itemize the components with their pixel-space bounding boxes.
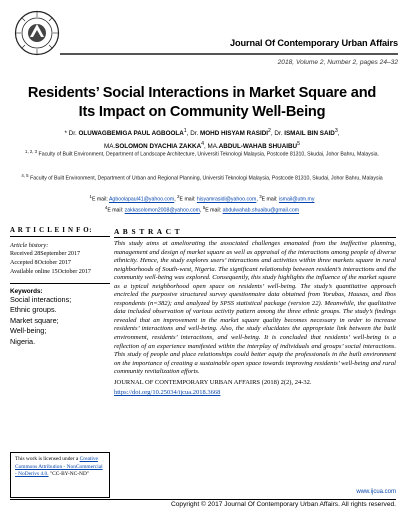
affiliation-text: Faculty of Built Environment, Department of Landscape Architecture, Universiti Teknologi Malaysia, Postcode 81310, Skudai, Johor Bahru, Malaysia. — [38, 151, 379, 158]
keyword-item: Ethnic groups. — [10, 305, 57, 315]
paper-title — [10, 84, 394, 122]
email-sup: 3 — [259, 194, 262, 199]
volume-line: 2018, Volume 2, Number 2, pages 24–32 — [277, 59, 398, 66]
license-text — [15, 456, 105, 479]
email-link[interactable]: hisyamrasidi@yahoo.com — [196, 196, 257, 203]
license-suffix: "CC-BY-NC-ND" — [48, 471, 90, 478]
affiliation-2 — [14, 172, 390, 183]
email-label: E mail: — [91, 196, 109, 203]
keyword-item: Well-being; — [10, 326, 47, 336]
keyword-item: Nigeria. — [10, 336, 36, 346]
author-name: ISMAIL BIN SAID — [284, 130, 335, 138]
abstract-panel — [114, 227, 396, 398]
license-link[interactable]: Creative Commons Attribution - NonCommercial - NoDerivs 4.0. — [15, 456, 103, 478]
email-link[interactable]: ismail@utm.my — [278, 196, 315, 203]
keyword-item: Social interactions; — [10, 295, 72, 304]
author-name: SOLOMON DYACHIA ZAKKA — [115, 143, 202, 151]
website-link[interactable]: www.ijcua.com — [356, 489, 396, 495]
affiliation-1 — [14, 148, 390, 159]
email-label: E mail: — [205, 207, 223, 214]
keyword-item: Market square; — [10, 315, 59, 325]
email-sup: 1 — [89, 194, 92, 199]
doi-link[interactable]: https://doi.org/10.25034/ijcua.2018.3668 — [114, 389, 221, 397]
email-sup: 4 — [104, 205, 108, 211]
author-sup: 1 — [183, 128, 187, 134]
email-link[interactable]: abdulwahab.shuaibu@gmail.com — [222, 207, 300, 214]
author-prefix: MA. — [103, 143, 116, 151]
author-name: OLUWAGBEMIGA PAUL AGBOOLA — [78, 130, 184, 138]
author-prefix: * Dr. — [64, 130, 79, 138]
received-date: Received 28September 2017 — [10, 251, 81, 257]
author-name: ABDUL-WAHAB SHUAIBU — [218, 143, 298, 151]
abstract-text: This study aims at ameliorating the associated challenges emanated from the ineffective planning, management and design of market square as well as appraisal of the interactions among people of diverse ethnicity. Hence, the study explores users’ interactions and activities within three markets square in rural neighborhoods of South-west, Nigeria. The significant relationship between resident’s interactions and the community well-being was explored. Consequently, this study highlights the influence of the market square as a typical neighborhood open space on residents’ well-being. The study’s quantitative approach encircled the purposive structured survey questionnaire data obtained from Yorubas, Hausas, and Ibos respondents (n=382); and analyzed by SPSS statistical package (version 22). Meanwhile, the qualitative data included observation of various activity pattern among the three ethnic groups. The study’s findings revealed that an improvement in the market square quality becomes necessary in order to increase residents’ interactions and well-being. Also, the study elucidates the appropriate link between the built environment, residents’ interactions, and well-being. It is concluded that residents’ well-being is a reflection of an experience manifested within the interplay of individuals and groups’ social interactions. This study of people and place relationships could better equip the professionals in the built environment on the importance of creating a sustainable open space towards improving residents’ well-being and rural community revitalization efforts. — [114, 240, 396, 376]
journal-name: Journal Of Contemporary Urban Affairs — [230, 38, 398, 48]
header-rule — [60, 53, 398, 55]
available-date: Available online 15October 2017 — [10, 269, 91, 275]
affiliation-text: Faculty of Built Environment, Department of Urban and Regional Planning, Universiti Teknologi Malaysia, Postcode 81310, Skudai, Johor Bahru, Malaysia — [30, 175, 383, 182]
doi-line — [114, 389, 396, 398]
title-line-2: Its Impact on Community Well-Being — [78, 104, 326, 120]
author-sup: 3 — [334, 128, 338, 134]
email-label: E mail: — [107, 207, 125, 214]
abstract-heading: A B S T R A C T — [114, 227, 396, 238]
author-prefix: , Dr. — [186, 130, 200, 138]
email-label: E mail: — [179, 196, 197, 203]
copyright-text: Copyright © 2017 Journal Of Contemporary Urban Affairs. All rights reserved. — [171, 501, 396, 508]
author-sup: 5 — [297, 141, 301, 148]
affiliation-sup: 1, 2, 3 — [25, 149, 38, 154]
footer-rule — [10, 499, 396, 500]
email-link[interactable]: zakkasolomon2008@yahoo.com — [124, 207, 200, 214]
license-prefix: This work is licensed under a — [15, 456, 80, 462]
affiliation-sup: 4, 5 — [21, 173, 29, 178]
author-sup: 2 — [268, 128, 271, 134]
author-prefix: , MA. — [204, 143, 219, 151]
title-line-1: Residents’ Social Interactions in Market Square and — [27, 85, 377, 101]
journal-logo — [14, 10, 60, 56]
email-sup: 2 — [177, 194, 180, 199]
citation: JOURNAL OF CONTEMPORARY URBAN AFFAIRS (2018) 2(2), 24-32. — [114, 378, 312, 386]
article-info-panel — [10, 227, 110, 347]
email-label: E mail: — [261, 196, 279, 203]
author-separator: , — [337, 130, 340, 138]
author-name: MOHD HISYAM RASIDI — [200, 130, 268, 138]
email-sup: 5 — [202, 205, 206, 211]
email-link[interactable]: Agboolapaul41@yahoo.com — [108, 196, 175, 203]
author-prefix: , Dr. — [270, 130, 285, 138]
article-history-label: Article history: — [10, 242, 49, 249]
license-box — [10, 452, 110, 498]
email-list: $^1$E mail: Agboolapaul41@yahoo.com, $^2$E mail: hisyamrasidi@yahoo.com, $^3$E mail: ismail@utm.my $^4$E mail: zakkasolomon2008@yahoo.com, $^5$E mail: abdulwahab.shuaibu@gmail.com — [89, 194, 315, 214]
author-sup: 4 — [201, 141, 205, 148]
article-info-heading: A R T I C L E I N F O: — [10, 227, 110, 237]
accepted-date: Accepted 8October 2017 — [10, 260, 71, 266]
keywords-label: Keywords: — [10, 283, 110, 295]
